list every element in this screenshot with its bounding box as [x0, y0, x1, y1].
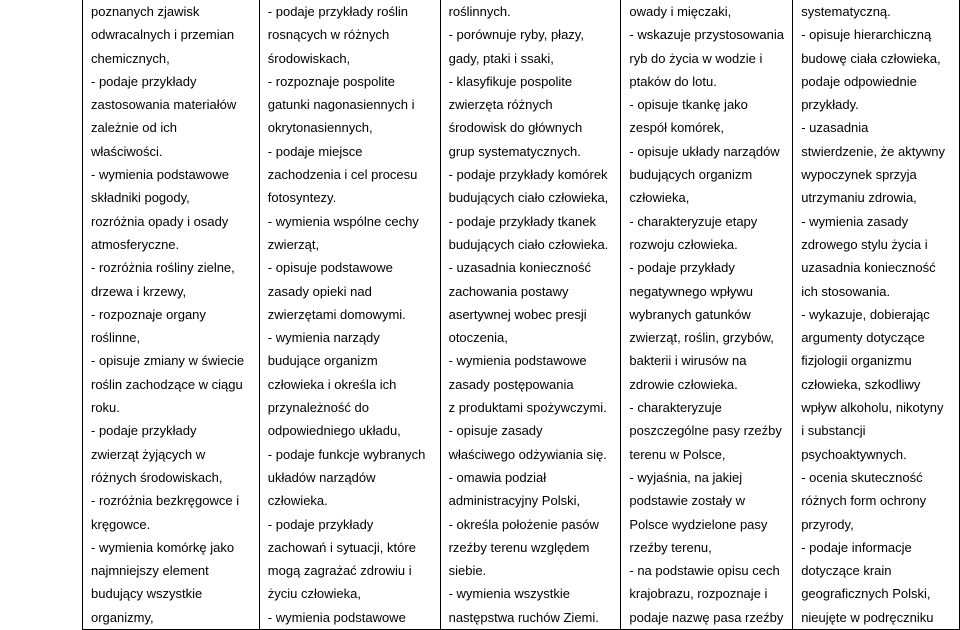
table-cell-line: - opisuje układy narządów: [629, 143, 780, 159]
table-cell-line: - opisuje zmiany w świecie: [91, 353, 245, 369]
table-cell-line: z produktami spożywczymi.: [448, 400, 607, 416]
table-cell-line: atmosferyczne.: [91, 236, 180, 252]
table-cell-line: - klasyfikuje pospolite: [448, 73, 573, 89]
table-cell-line: systematyczną.: [801, 4, 891, 19]
table-cell-line: - wymienia narządy: [267, 330, 380, 346]
table-cell-line: rzeźby terenu,: [629, 539, 712, 555]
table-cell-line: i substancji: [801, 423, 866, 439]
table-cell-line: chemicznych,: [91, 50, 170, 66]
table-column-3: [441, 0, 622, 629]
table-cell-line: uzasadnia konieczność: [801, 260, 936, 276]
table-cell-line: dotyczące krain: [801, 563, 892, 579]
table-cell-line: - rozróżnia bezkręgowce i: [91, 493, 240, 509]
table-cell-line: - wykazuje, dobierając: [801, 306, 930, 322]
table-cell-line: terenu w Polsce,: [629, 446, 726, 462]
table-cell-line: podstawie zostały w: [629, 493, 746, 509]
table-cell-line: człowieka.: [267, 493, 328, 509]
table-cell-line: roślin zachodzące w ciągu: [91, 376, 243, 392]
table-cell-line: rozwoju człowieka.: [629, 236, 738, 252]
table-cell-line: otoczenia,: [448, 330, 508, 346]
table-cell-line: siebie.: [448, 563, 487, 579]
table-cell-line: okrytonasiennych,: [267, 120, 373, 136]
table-cell-line: życiu człowieka,: [267, 586, 361, 602]
table-column-5: [793, 0, 960, 629]
table-cell-line: - wymienia komórkę jako: [91, 539, 235, 555]
table-cell-line: właściwego odżywiania się.: [448, 446, 607, 462]
table-cell-line: - opisuje podstawowe: [267, 260, 393, 276]
table-cell-line: - opisuje tkankę jako: [629, 97, 748, 113]
table-cell-line: Polsce wydzielone pasy: [629, 516, 768, 532]
table-cell-line: zachowania postawy: [448, 283, 569, 299]
table-cell-line: - podaje przykłady: [629, 260, 735, 276]
table-cell-line: drzewa i krzewy,: [91, 283, 187, 299]
table-cell-line: organizmy,: [91, 609, 154, 625]
table-cell-line: ryb do życia w wodzie i: [629, 50, 763, 66]
table-cell-line: odwracalnych i przemian: [91, 27, 235, 43]
table-cell-line: zdrowie człowieka.: [629, 376, 738, 392]
table-cell-line: podaje nazwę pasa rzeźby: [629, 609, 784, 625]
table-cell-line: przynależność do: [267, 400, 369, 416]
table-cell-line: budujące organizm: [267, 353, 378, 369]
table-cell-line: budujących ciało człowieka.: [448, 236, 609, 252]
table-cell-line: ich stosowania.: [801, 283, 891, 299]
table-cell-line: wybranych gatunków: [629, 306, 751, 322]
table-cell-line: - podaje przykłady: [91, 423, 197, 439]
table-cell-line: roku.: [91, 400, 120, 416]
table-cell-line: - podaje przykłady komórek: [448, 167, 608, 183]
table-cell-line: fotosyntezy.: [267, 190, 337, 206]
table-cell-line: zwierząt żyjących w: [91, 446, 206, 462]
table-cell-line: fizjologii organizmu: [801, 353, 912, 369]
table-cell-line: rosnących w różnych: [267, 27, 390, 43]
table-cell-line: - omawia podział: [448, 469, 547, 485]
table-cell-line: - na podstawie opisu cech: [629, 563, 780, 579]
table-cell-line: negatywnego wpływu: [629, 283, 753, 299]
table-cell-line: - wskazuje przystosowania: [629, 27, 785, 43]
table-cell-line: budujący wszystkie: [91, 586, 203, 602]
table-cell-line: budujących ciało człowieka,: [448, 190, 609, 206]
table-cell-line: - charakteryzuje etapy: [629, 213, 758, 229]
requirements-table: [82, 0, 960, 630]
table-cell-line: utrzymaniu zdrowia,: [801, 190, 917, 206]
table-cell-line: przyrody,: [801, 516, 854, 532]
table-cell-line: - rozpoznaje pospolite: [267, 73, 395, 89]
table-cell-line: - wymienia podstawowe: [448, 353, 587, 369]
table-cell-line: - wymienia zasady: [801, 213, 909, 229]
table-cell-line: - wymienia podstawowe: [91, 167, 230, 183]
table-cell-line: zastosowania materiałów: [91, 97, 237, 113]
table-cell-line: następstwa ruchów Ziemi.: [448, 609, 599, 625]
table-cell-line: - rozpoznaje organy: [91, 306, 206, 322]
table-cell-line: zasady postępowania: [448, 376, 574, 392]
table-cell-line: - ocenia skuteczność: [801, 469, 923, 485]
table-cell-line: układów narządów: [267, 469, 376, 485]
table-cell-line: zwierząt,: [267, 236, 320, 252]
table-cell-line: krajobrazu, rozpoznaje i: [629, 586, 768, 602]
table-cell-line: - rozróżnia rośliny zielne,: [91, 260, 235, 276]
table-cell-line: przykłady.: [801, 97, 859, 113]
table-cell-line: argumenty dotyczące: [801, 330, 925, 346]
table-cell-line: - opisuje hierarchiczną: [801, 27, 932, 43]
table-cell-line: zachowań i sytuacji, które: [267, 539, 416, 555]
table-cell-line: poznanych zjawisk: [91, 4, 200, 19]
table-cell-line: - opisuje zasady: [448, 423, 543, 439]
table-cell-line: poszczególne pasy rzeźby: [629, 423, 782, 439]
table-cell-line: owady i mięczaki,: [629, 4, 732, 19]
table-cell-line: - podaje funkcje wybranych: [267, 446, 426, 462]
table-column-1: [83, 0, 260, 629]
table-cell-line: zależnie od ich: [91, 120, 177, 136]
table-cell-line: gady, ptaki i ssaki,: [448, 50, 554, 66]
table-cell-line: grup systematycznych.: [448, 143, 581, 159]
table-cell-line: asertywnej wobec presji: [448, 306, 587, 322]
table-cell-line: zdrowego stylu życia i: [801, 236, 928, 252]
table-cell-line: zachodzenia i cel procesu: [267, 167, 418, 183]
table-cell-line: - uzasadnia konieczność: [448, 260, 591, 276]
table-cell-line: psychoaktywnych.: [801, 446, 907, 462]
table-cell-line: administracyjny Polski,: [448, 493, 581, 509]
table-cell-line: człowieka i określa ich: [267, 376, 397, 392]
table-cell-line: bakterii i wirusów na: [629, 353, 747, 369]
table-cell-line: roślinnych.: [448, 4, 511, 19]
table-cell-line: różnych środowiskach,: [91, 469, 223, 485]
table-column-2: [260, 0, 441, 629]
table-cell-line: - porównuje ryby, płazy,: [448, 27, 584, 43]
table-column-4: [621, 0, 793, 629]
table-cell-line: rzeźby terenu względem: [448, 539, 590, 555]
table-cell-line: zwierzętami domowymi.: [267, 306, 406, 322]
table-cell-line: stwierdzenie, że aktywny: [801, 143, 945, 159]
table-cell-line: budujących organizm: [629, 167, 753, 183]
table-cell-line: - wymienia wszystkie: [448, 586, 570, 602]
table-cell-line: zespół komórek,: [629, 120, 725, 136]
table-cell-line: wpływ alkoholu, nikotyny: [801, 400, 944, 416]
table-cell-line: człowieka, szkodliwy: [801, 376, 921, 392]
table-cell-line: roślinne,: [91, 330, 141, 346]
table-cell-line: - uzasadnia: [801, 120, 869, 136]
table-cell-line: zasady opieki nad: [267, 283, 372, 299]
table-cell-line: gatunki nagonasiennych i: [267, 97, 415, 113]
table-cell-line: środowisk do głównych: [448, 120, 583, 136]
table-cell-line: podaje odpowiednie: [801, 73, 917, 89]
table-cell-line: wypoczynek sprzyja: [801, 167, 917, 183]
table-cell-line: geograficznych Polski,: [801, 586, 931, 602]
table-cell-line: ptaków do lotu.: [629, 73, 717, 89]
table-cell-line: nieujęte w podręczniku: [801, 609, 934, 625]
table-cell-line: budowę ciała człowieka,: [801, 50, 941, 66]
table-cell-line: - podaje miejsce: [267, 143, 363, 159]
table-cell-line: środowiskach,: [267, 50, 351, 66]
table-cell-line: człowieka,: [629, 190, 690, 206]
table-cell-line: najmniejszy element: [91, 563, 209, 579]
table-cell-line: - podaje przykłady tkanek: [448, 213, 597, 229]
table-cell-line: zwierzęta różnych: [448, 97, 553, 113]
table-cell-line: rozróżnia opady i osady: [91, 213, 229, 229]
table-cell-line: - wymienia podstawowe: [267, 609, 406, 625]
table-cell-line: - charakteryzuje: [629, 400, 722, 416]
table-cell-line: właściwości.: [91, 143, 163, 159]
table-cell-line: - wymienia wspólne cechy: [267, 213, 419, 229]
table-cell-line: mogą zagrażać zdrowiu i: [267, 563, 412, 579]
table-cell-line: - określa położenie pasów: [448, 516, 599, 532]
table-cell-line: - podaje informacje: [801, 539, 912, 555]
table-cell-line: składniki pogody,: [91, 190, 190, 206]
table-cell-line: kręgowce.: [91, 516, 151, 532]
table-cell-line: odpowiedniego układu,: [267, 423, 401, 439]
table-cell-line: - podaje przykłady: [267, 516, 374, 532]
table-cell-line: różnych form ochrony: [801, 493, 927, 509]
table-cell-line: - podaje przykłady: [91, 73, 197, 89]
table-cell-line: - wyjaśnia, na jakiej: [629, 469, 743, 485]
table-cell-line: - podaje przykłady roślin: [267, 4, 408, 19]
table-cell-line: zwierząt, roślin, grzybów,: [629, 330, 774, 346]
